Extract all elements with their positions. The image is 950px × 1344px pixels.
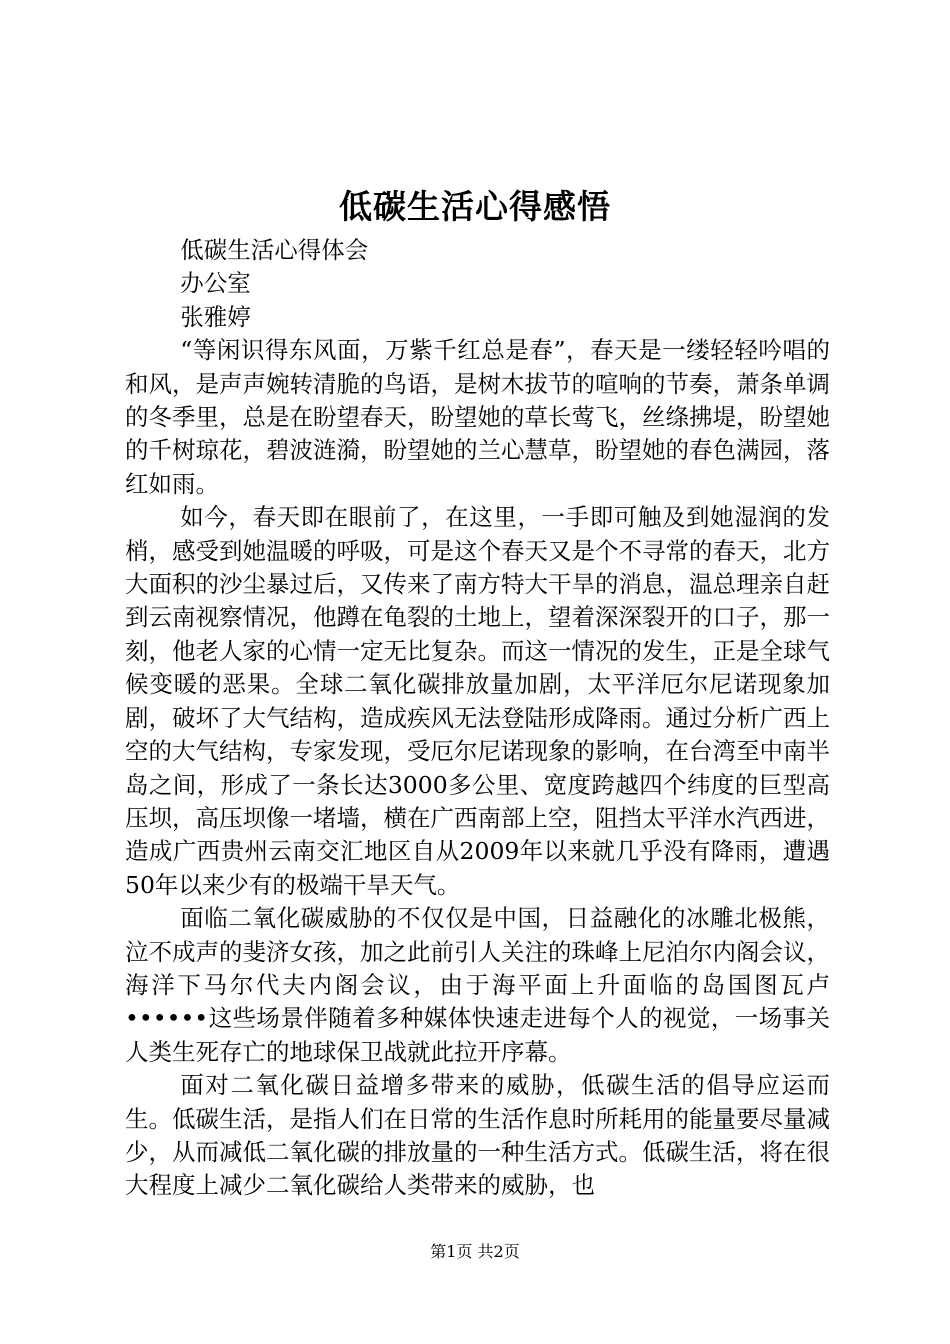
page-footer: 第1页 共2页 xyxy=(430,1242,520,1261)
document-department: 办公室 xyxy=(180,269,251,298)
document-body xyxy=(125,234,830,1203)
document-author: 张雅婷 xyxy=(180,302,251,331)
paragraph: 面临二氧化碳威胁的不仅仅是中国，日益融化的冰雕北极熊，泣不成声的斐济女孩，加之此前引人关注的珠峰上尼泊尔内阁会议，海洋下马尔代夫内阁会议，由于海平面上升面临的岛国图瓦卢••••••这些场景伴随着多种媒体快速走进每个人的视觉，一场事关人类生死存亡的地球保卫战就此拉开序幕。 xyxy=(125,904,830,1066)
paragraph: 如今，春天即在眼前了，在这里，一手即可触及到她湿润的发梢，感受到她温暖的呼吸，可是这个春天又是个不寻常的春天，北方大面积的沙尘暴过后，又传来了南方特大干旱的消息，温总理亲自赶到云南视察情况，他蹲在龟裂的土地上，望着深深裂开的口子，那一刻，他老人家的心情一定无比复杂。而这一情况的发生，正是全球气候变暖的恶果。全球二氧化碳排放量加剧，太平洋厄尔尼诺现象加剧，破坏了大气结构，造成疾风无法登陆形成降雨。通过分析广西上空的大气结构，专家发现，受厄尔尼诺现象的影响，在台湾至中南半岛之间，形成了一条长达3000多公里、宽度跨越四个纬度的巨型高压坝，高压坝像一堵墙，横在广西南部上空，阻挡太平洋水汽西进，造成广西贵州云南交汇地区自从2009年以来就几乎没有降雨，遭遇50年以来少有的极端干旱天气。 xyxy=(125,503,830,899)
paragraph: “等闲识得东风面，万紫千红总是春”，春天是一缕轻轻吟唱的和风，是声声婉转清脆的鸟语，是树木拔节的喧响的节奏，萧条单调的冬季里，总是在盼望春天，盼望她的草长莺飞，丝绦拂堤，盼望她的千树琼花，碧波涟漪，盼望她的兰心慧草，盼望她的春色满园，落红如雨。 xyxy=(125,336,830,498)
document-title: 低碳生活心得感悟 xyxy=(339,187,611,226)
document-subtitle: 低碳生活心得体会 xyxy=(180,236,369,264)
paragraph: 面对二氧化碳日益增多带来的威胁，低碳生活的倡导应运而生。低碳生活，是指人们在日常的生活作息时所耗用的能量要尽量减少，从而减低二氧化碳的排放量的一种生活方式。低碳生活，将在很大程度上减少二氧化碳给人类带来的威胁，也 xyxy=(125,1071,830,1200)
